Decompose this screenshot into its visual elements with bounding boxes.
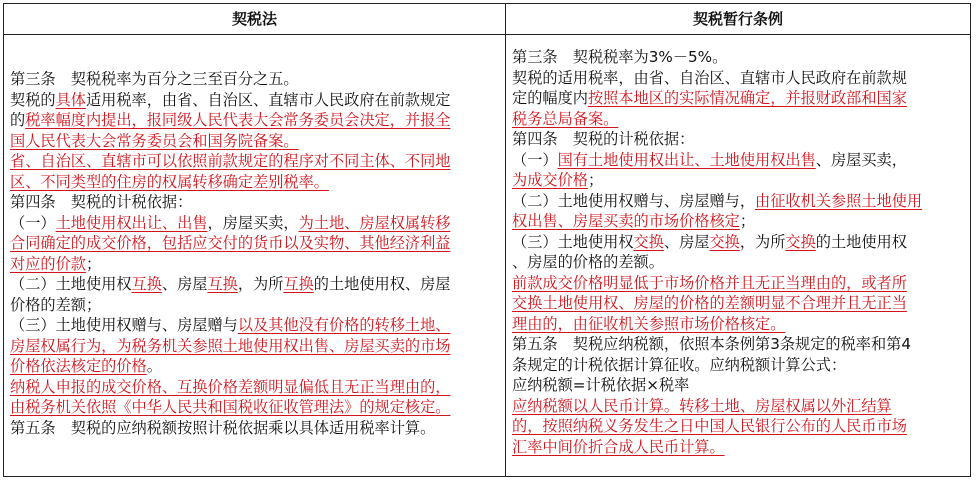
highlighted-text: 税务总局备案。 [512,109,619,128]
highlighted-text: 由税务机关依照《中华人民共和国税收征收管理法》的规定核定。 [10,398,451,416]
left-line [10,295,499,316]
right-line [512,437,964,458]
text-segment: 应纳税额=计税依据×税率 [512,376,690,394]
highlighted-text: 土地使用权出让、出售 [55,213,208,232]
right-line [512,375,964,396]
text-segment: （三）土地使用权赠与、房屋赠与 [10,316,238,334]
highlighted-text: 省、自治区、直辖市可以依照前款规定的程序对不同主体、不同地 [10,152,451,170]
text-segment: （二）土地使用权赠与、房屋赠与， [512,191,755,210]
text-segment: 第五条 契税的应纳税额按照计税依据乘以具体适用税率计算。 [10,418,436,437]
text-segment: 、房屋买卖， [815,150,907,169]
highlighted-text: 税率幅度内提出，报同级人民代表大会常务委员会决定，并报全 [25,111,451,129]
right-line [512,47,964,68]
right-line [512,416,964,437]
left-line [10,90,499,111]
text-segment: 价格的差额； [10,295,102,314]
highlighted-text: 纳税人申报的成交价格、互换价格差额明显偏低且无正当理由的， [10,377,451,396]
right-line [512,232,964,253]
highlighted-text: 区、不同类型的住房的权属转移确定差别税率。 [10,172,329,191]
text-segment: ； [85,254,102,273]
left-line [10,254,499,275]
right-line [512,273,964,294]
highlighted-text: 为土地、房屋权属转移 [298,213,451,232]
text-segment: 的 [10,111,26,129]
highlighted-text: 应纳税额以人民币计算。转移土地、房屋权属以外汇结算 [512,396,892,415]
highlighted-text: 国有土地使用权出让、土地使用权出售 [557,150,816,169]
text-segment: 的土地使用权、房屋 [313,275,451,293]
text-segment: 的土地使用权 [815,232,907,251]
left-line [10,397,499,418]
right-line [512,191,964,212]
highlighted-text: 交换 [709,232,740,251]
right-line [512,355,964,376]
highlighted-text: 交换 [633,232,664,251]
left-line [10,192,499,213]
highlighted-text: 合同确定的成交价格，包括应交付的货币以及实物、其他经济利益 [10,234,451,252]
highlighted-text: 理由的，由征收机关参照市场价格核定。 [512,314,786,333]
right-line [512,293,964,314]
right-column-header: 契税暂行条例 [506,4,970,35]
highlighted-text: 按照本地区的实际情况确定，并报财政部和国家 [587,89,907,107]
highlighted-text: 价格依法核定的价格 [10,357,147,375]
right-line [512,252,964,273]
highlighted-text: 由征收机关参照土地使用 [755,191,923,210]
left-line [10,151,499,172]
interim-regulation-column [506,4,970,476]
text-segment: ，为所 [739,232,786,251]
highlighted-text: 前款成交价格明显低于市场价格并且无正当理由的，或者所 [512,273,907,292]
left-column-header: 契税法 [4,4,505,35]
right-line [512,211,964,232]
highlighted-text: 权出售、房屋买卖的市场价格核定 [512,212,740,230]
text-segment: ； [739,212,755,230]
text-segment: 定的幅度内 [512,89,588,107]
right-line [512,129,964,150]
text-segment: （二）土地使用权 [10,275,132,293]
left-line [10,336,499,357]
text-segment: 、房屋 [161,275,208,293]
contract-tax-law-column [4,4,506,476]
highlighted-text: 互换 [283,275,314,293]
text-segment: 第三条 契税税率为3%－5%。 [512,48,728,66]
left-line [10,69,499,90]
left-line [10,233,499,254]
right-line [512,68,964,89]
left-line [10,131,499,152]
highlighted-text: 国人民代表大会常务委员会和国务院备案。 [10,131,299,150]
left-line [10,213,499,234]
right-column-body [506,36,970,476]
highlighted-text: 以及其他没有价格的转移土地、 [237,316,451,334]
left-line [10,274,499,295]
text-segment: ，为所 [237,275,284,293]
highlighted-text: 交换 [785,232,816,251]
text-segment: 条规定的计税依据计算征收。应纳税额计算公式： [512,355,847,374]
highlighted-text: 对应的价款 [10,254,86,273]
right-line [512,88,964,109]
text-segment: 、房屋的价格的差额。 [512,253,664,271]
text-segment: （一） [10,213,56,232]
text-segment: ，房屋买卖， [207,213,299,232]
left-line [10,172,499,193]
highlighted-text: 的，按照纳税义务发生之日中国人民银行公布的人民币市场 [512,417,907,435]
text-segment: 第四条 契税的计税依据： [10,193,193,211]
text-segment: 契税的 [10,90,56,109]
text-segment: 适用税率，由省、自治区、直辖市人民政府在前款规定 [85,90,451,109]
right-line [512,170,964,191]
right-line [512,396,964,417]
highlighted-text: 互换 [207,275,238,293]
right-line [512,109,964,130]
left-line [10,315,499,336]
text-segment: 第四条 契税的计税依据： [512,130,695,148]
highlighted-text: 交换土地使用权、房屋的价格的差额明显不合理并且无正当 [512,294,907,312]
right-line [512,334,964,355]
text-segment: 。 [146,357,162,375]
text-segment: ； [587,171,604,189]
text-segment: 第三条 契税税率为百分之三至百分之五。 [10,70,299,88]
comparison-table [3,3,971,477]
highlighted-text: 房屋权属行为，为税务机关参照土地使用权出售、房屋买卖的市场 [10,336,451,355]
highlighted-text: 为成交价格 [512,171,588,189]
highlighted-text: 汇率中间价折合成人民币计算。 [512,437,725,456]
text-segment: 、房屋 [663,232,710,251]
text-segment: （一） [512,150,558,169]
left-line [10,418,499,439]
left-line [10,377,499,398]
right-line [512,314,964,335]
right-line [512,150,964,171]
text-segment: 契税的适用税率，由省、自治区、直辖市人民政府在前款规 [512,68,907,87]
text-segment: 第五条 契税应纳税额，依照本条例第3条规定的税率和第4 [512,335,912,353]
text-segment: （三）土地使用权 [512,232,634,251]
left-column-body [4,36,505,476]
left-line [10,356,499,377]
highlighted-text: 互换 [131,275,162,293]
highlighted-text: 具体 [55,90,86,109]
left-line [10,110,499,131]
